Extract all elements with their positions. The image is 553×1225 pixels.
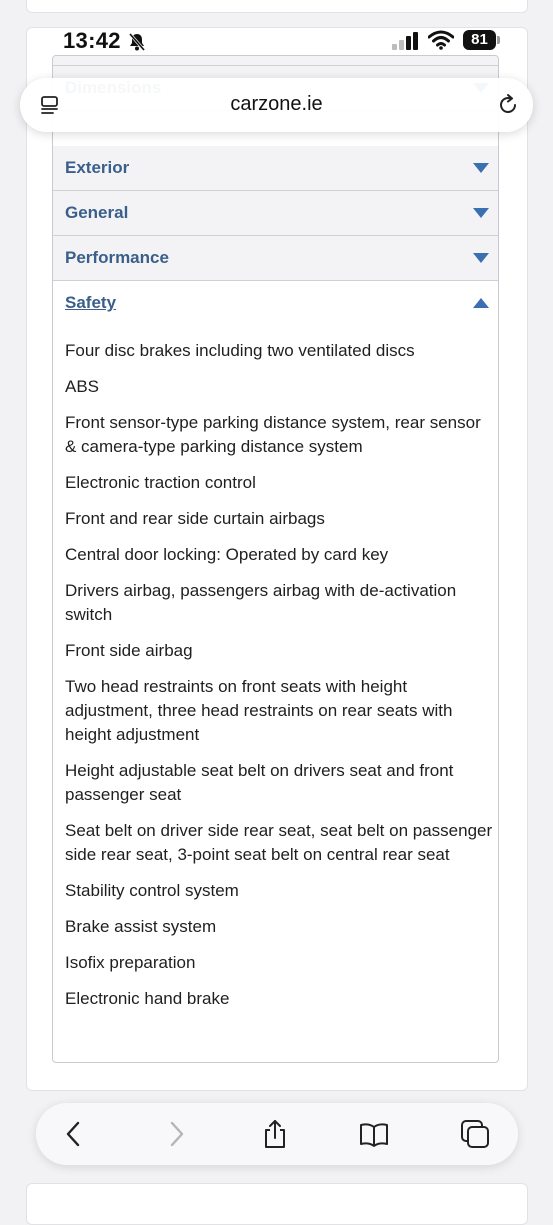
list-item: ABS (65, 377, 100, 396)
bookmarks-icon[interactable] (358, 1118, 390, 1150)
back-icon[interactable] (58, 1118, 90, 1150)
specs-accordion (52, 55, 499, 1063)
accordion-label-safety: Safety (65, 293, 117, 312)
url-text[interactable]: carzone.ie (230, 93, 323, 115)
tabs-icon[interactable] (459, 1118, 491, 1150)
accordion-performance[interactable] (53, 236, 498, 281)
list-item: Stability control system (65, 881, 239, 900)
browser-toolbar (36, 1103, 518, 1165)
battery-icon: 81 (463, 30, 496, 50)
battery-cap (497, 36, 500, 44)
list-item: Front side airbag (65, 641, 193, 660)
list-item: Isofix preparation (65, 953, 196, 972)
accordion-label-performance: Performance (65, 248, 169, 267)
address-bar[interactable] (20, 78, 533, 132)
safety-features-list (65, 339, 493, 1023)
list-item: Brake assist system (65, 917, 217, 936)
status-time: 13:42 (63, 28, 121, 53)
chevron-down-icon (473, 253, 489, 263)
chevron-down-icon (473, 208, 489, 218)
accordion-exterior[interactable] (53, 146, 498, 191)
share-icon[interactable] (259, 1118, 291, 1150)
wifi-icon (428, 30, 454, 50)
list-item: Central door locking: Operated by card key (65, 545, 389, 564)
accordion-comfort[interactable] (53, 55, 498, 66)
list-item: Front and rear side curtain airbags (65, 509, 325, 528)
page-card-bottom (26, 1183, 528, 1225)
list-item: Two head restraints on front seats with height adjustment, three head restraints on rear seats with height adjustment (65, 677, 453, 744)
bell-slash-icon (127, 32, 147, 52)
chevron-up-icon (473, 298, 489, 308)
cellular-signal-icon (392, 32, 422, 50)
list-item: Height adjustable seat belt on drivers seat and front passenger seat (65, 761, 454, 804)
list-item: Electronic traction control (65, 473, 256, 492)
accordion-label-general: General (65, 203, 129, 222)
list-item: Seat belt on driver side rear seat, seat belt on passenger side rear seat, 3-point seat belt on central rear seat (65, 821, 493, 864)
forward-icon[interactable] (160, 1118, 192, 1150)
accordion-label-exterior: Exterior (65, 158, 130, 177)
accordion-safety[interactable] (53, 281, 498, 326)
reload-icon[interactable] (495, 92, 521, 118)
list-item: Electronic hand brake (65, 989, 230, 1008)
list-item: Four disc brakes including two ventilated discs (65, 341, 415, 360)
status-bar (0, 0, 553, 55)
accordion-general[interactable] (53, 191, 498, 236)
list-item: Drivers airbag, passengers airbag with de-activation switch (65, 581, 457, 624)
chevron-down-icon (473, 163, 489, 173)
list-item: Front sensor-type parking distance system, rear sensor & camera-type parking distance system (65, 413, 481, 456)
